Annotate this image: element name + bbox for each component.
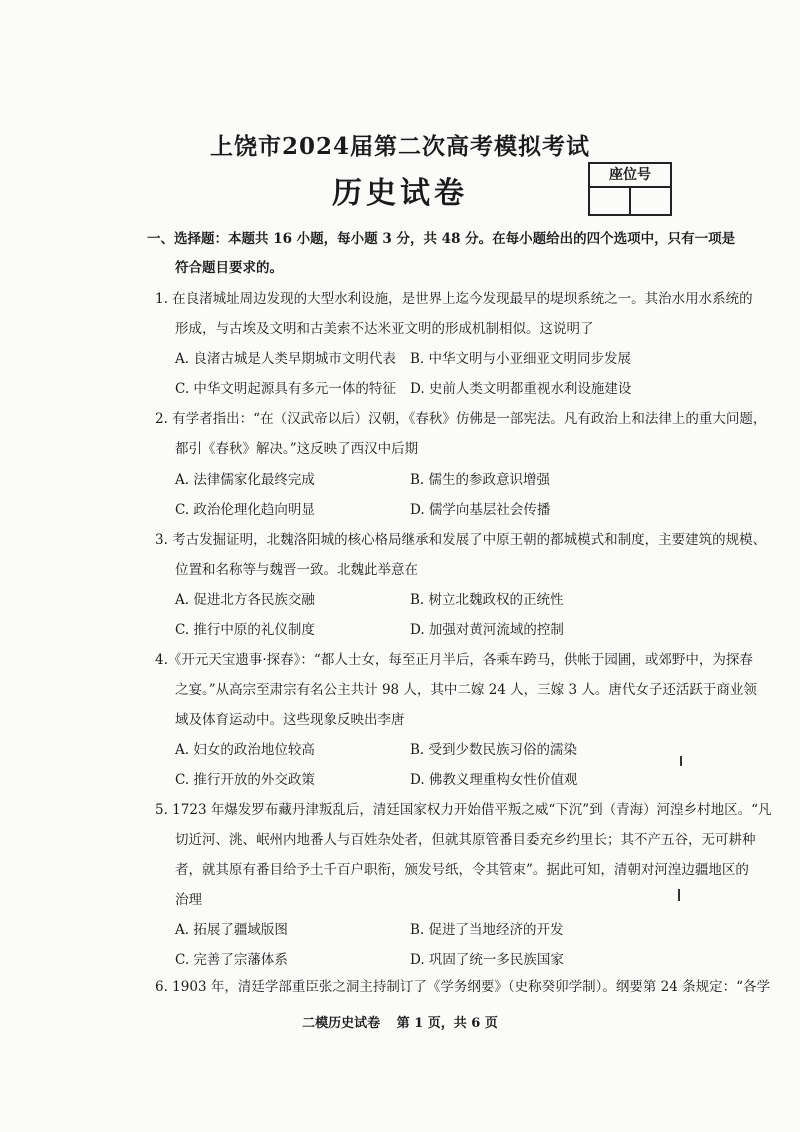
footer-exam-name: 二模历史试卷 xyxy=(302,1016,381,1031)
question-1-option-c: C. 中华文明起源具有多元一体的特征 xyxy=(175,381,396,397)
question-5-stem: 者，就其原有番目给予土千百户职衔，颁发号纸，令其管束”。据此可知，清朝对河湟边疆地区的 xyxy=(175,862,749,878)
question-5-option-a: A. 拓展了疆域版图 xyxy=(175,922,288,938)
exam-title: 上饶市2024届第二次高考模拟考试 xyxy=(209,133,590,160)
question-2-option-a: A. 法律儒家化最终完成 xyxy=(175,472,315,488)
seat-number-cell[interactable] xyxy=(590,188,631,214)
question-1-option-d: D. 史前人类文明都重视水利设施建设 xyxy=(410,381,632,397)
question-3-option-b: B. 树立北魏政权的正统性 xyxy=(410,592,564,608)
seat-number-box xyxy=(588,162,672,216)
section-heading: 一、选择题：本题共 16 小题，每小题 3 分，共 48 分。在每小题给出的四个选项中，只有一项是 xyxy=(147,231,736,247)
question-4-stem: 4.《开元天宝遗事·探春》：“都人士女，每至正月半后，各乘车跨马，供帐于园圃，或郊野中，为探春 xyxy=(155,652,753,668)
question-4-option-c: C. 推行开放的外交政策 xyxy=(175,772,315,788)
question-2-stem: 都引《春秋》解决。”这反映了西汉中后期 xyxy=(175,441,419,457)
question-2-stem: 2. 有学者指出：“在（汉武帝以后）汉朝，《春秋》仿佛是一部宪法。凡有政治上和法律上的重大问题， xyxy=(155,411,767,427)
question-4-option-b: B. 受到少数民族习俗的濡染 xyxy=(410,742,578,758)
question-5-option-b: B. 促进了当地经济的开发 xyxy=(410,922,564,938)
question-5-stem: 切近河、洮、岷州内地番人与百姓杂处者，但就其原管番目委充乡约里长；其不产五谷，无可耕种 xyxy=(175,832,756,848)
question-3-stem: 3. 考古发掘证明，北魏洛阳城的核心格局继承和发展了中原王朝的都城模式和制度，主要建筑的规模、 xyxy=(155,532,767,548)
question-4-stem: 域及体育运动中。这些现象反映出李唐 xyxy=(175,712,405,728)
question-3-option-c: C. 推行中原的礼仪制度 xyxy=(175,622,315,638)
question-5-option-c: C. 完善了宗藩体系 xyxy=(175,952,288,968)
question-6-stem: 6. 1903 年，清廷学部重臣张之洞主持制订了《学务纲要》（史称癸卯学制）。纲要第 24 条规定：“各学 xyxy=(155,979,770,995)
seat-number-label: 座位号 xyxy=(590,164,670,188)
scan-mark xyxy=(680,756,682,766)
question-2-option-d: D. 儒学向基层社会传播 xyxy=(410,502,551,518)
question-2-option-c: C. 政治伦理化趋向明显 xyxy=(175,502,315,518)
question-4-stem: 之宴。”从高宗至肃宗有名公主共计 98 人，其中二嫁 24 人，三嫁 3 人。唐代女子还活跃于商业领 xyxy=(175,682,757,698)
question-3-option-d: D. 加强对黄河流域的控制 xyxy=(410,622,564,638)
question-2-option-b: B. 儒生的参政意识增强 xyxy=(410,472,551,488)
section-heading-cont: 符合题目要求的。 xyxy=(175,260,283,276)
question-1-option-b: B. 中华文明与小亚细亚文明同步发展 xyxy=(410,351,632,367)
subject-title: 历史试卷 xyxy=(332,176,468,211)
question-3-option-a: A. 促进北方各民族交融 xyxy=(175,592,315,608)
seat-number-cell[interactable] xyxy=(631,188,670,214)
question-5-stem: 治理 xyxy=(175,892,202,908)
scan-mark xyxy=(678,889,680,901)
question-1-stem: 1. 在良渚城址周边发现的大型水利设施，是世界上迄今发现最早的堤坝系统之一。其治水用水系统的 xyxy=(155,291,753,307)
question-5-option-d: D. 巩固了统一多民族国家 xyxy=(410,952,564,968)
question-1-option-a: A. 良渚古城是人类早期城市文明代表 xyxy=(175,351,396,367)
question-4-option-d: D. 佛教义理重构女性价值观 xyxy=(410,772,578,788)
page-footer xyxy=(0,1012,800,1031)
footer-page-number: 第 1 页，共 6 页 xyxy=(396,1016,498,1031)
question-4-option-a: A. 妇女的政治地位较高 xyxy=(175,742,315,758)
question-5-stem: 5. 1723 年爆发罗布藏丹津叛乱后，清廷国家权力开始借平叛之威“下沉”到（青海）河湟乡村地区。“凡 xyxy=(155,802,772,818)
question-1-stem: 形成，与古埃及文明和古美索不达米亚文明的形成机制相似。这说明了 xyxy=(175,321,594,337)
question-3-stem: 位置和名称等与魏晋一致。北魏此举意在 xyxy=(175,562,418,578)
